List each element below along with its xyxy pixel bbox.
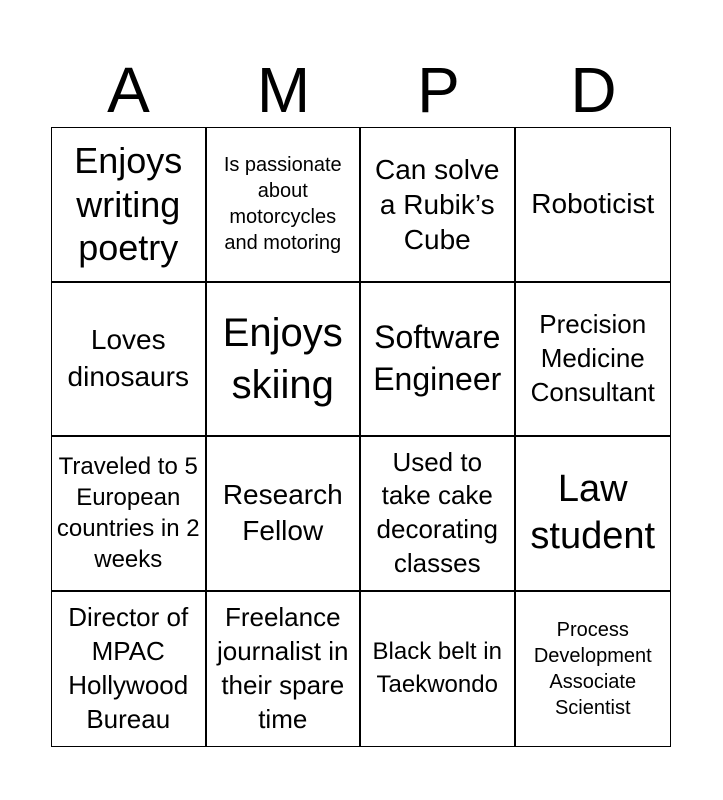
bingo-cell[interactable] (52, 592, 207, 747)
bingo-board (51, 127, 671, 747)
header-letter: D (570, 54, 617, 126)
cell-label: Research Fellow (222, 478, 343, 547)
bingo-cell[interactable] (516, 283, 671, 438)
cell-label: Black belt in Taekwondo (372, 638, 502, 698)
bingo-cell[interactable] (207, 437, 362, 592)
bingo-cell[interactable] (361, 128, 516, 283)
bingo-cell[interactable] (207, 592, 362, 747)
header-letter: A (107, 54, 150, 126)
header-letter: P (417, 54, 460, 126)
header-letter: M (256, 54, 311, 126)
cell-label: Process Development Associate Scientist (533, 618, 652, 719)
cell-label: Director of MPAC Hollywood Bureau (68, 602, 189, 734)
cell-label: Traveled to 5 European countries in 2 weeks (56, 452, 200, 574)
bingo-cell[interactable] (207, 128, 362, 283)
cell-label: Enjoys writing poetry (74, 140, 183, 268)
cell-label: Freelance journalist in their spare time (216, 602, 349, 734)
bingo-cell[interactable] (52, 437, 207, 592)
bingo-header (51, 52, 671, 128)
cell-label: Law student (530, 467, 656, 558)
cell-label: Can solve a Rubik’s Cube (374, 153, 500, 255)
cell-label: Precision Medicine Consultant (530, 309, 655, 407)
bingo-cell[interactable] (516, 592, 671, 747)
bingo-cell[interactable] (361, 592, 516, 747)
cell-label: Enjoys skiing (222, 310, 343, 407)
bingo-cell[interactable] (361, 283, 516, 438)
cell-label: Software Engineer (373, 319, 502, 397)
cell-label: Roboticist (531, 188, 655, 220)
cell-label: Used to take cake decorating classes (376, 446, 498, 579)
bingo-cell[interactable] (516, 128, 671, 283)
cell-label: Is passionate about motorcycles and motoring (223, 154, 342, 255)
bingo-cell[interactable] (52, 128, 207, 283)
cell-label: Loves dinosaurs (67, 324, 189, 392)
bingo-cell[interactable] (52, 283, 207, 438)
bingo-cell[interactable] (207, 283, 362, 438)
bingo-cell[interactable] (361, 437, 516, 592)
bingo-cell[interactable] (516, 437, 671, 592)
